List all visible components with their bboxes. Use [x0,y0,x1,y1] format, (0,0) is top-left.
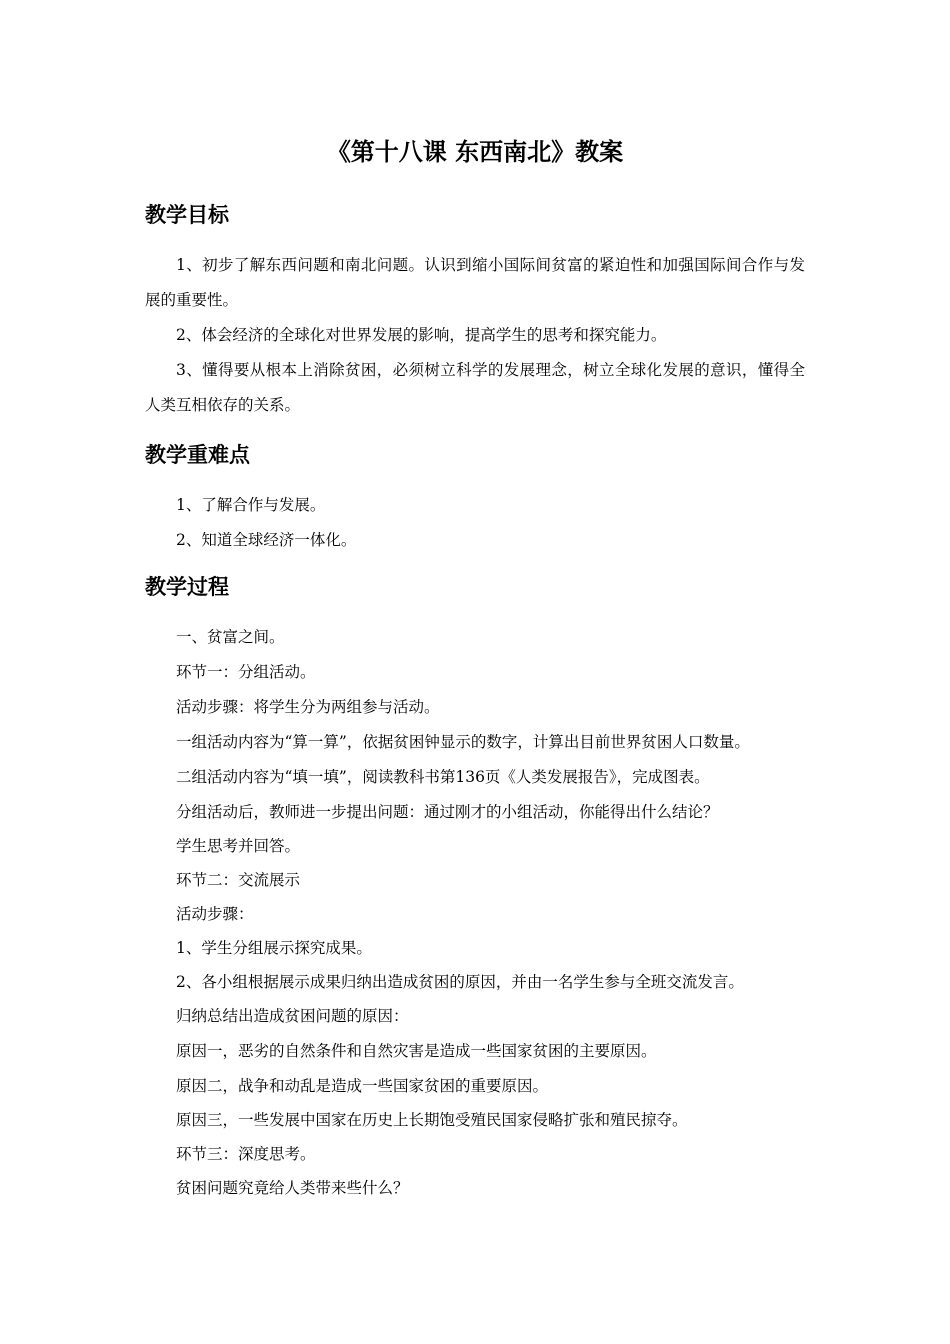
paragraph: 3、懂得要从根本上消除贫困，必须树立科学的发展理念，树立全球化发展的意识，懂得全人类互相依存的关系。 [145,361,805,414]
paragraph: 归纳总结出造成贫困问题的原因： [176,1007,409,1025]
paragraph: 原因二，战争和动乱是造成一些国家贫困的重要原因。 [176,1077,549,1095]
paragraph: 1、学生分组展示探究成果。 [176,939,372,957]
paragraph: 二组活动内容为“填一填”，阅读教科书第136页《人类发展报告》，完成图表。 [176,768,710,786]
paragraph: 环节一：分组活动。 [176,663,316,681]
paragraph: 贫困问题究竟给人类带来些什么？ [176,1179,409,1197]
paragraph: 活动步骤：将学生分为两组参与活动。 [176,698,440,716]
paragraph: 原因一，恶劣的自然条件和自然灾害是造成一些国家贫困的主要原因。 [176,1042,657,1060]
paragraph: 分组活动后，教师进一步提出问题：通过刚才的小组活动，你能得出什么结论？ [176,803,719,821]
paragraph: 1、了解合作与发展。 [176,496,326,514]
paragraph: 2、知道全球经济一体化。 [176,531,357,549]
paragraph: 一组活动内容为“算一算”，依据贫困钟显示的数字，计算出目前世界贫困人口数量。 [176,733,750,751]
section-heading-key-points: 教学重难点 [145,443,250,467]
paragraph: 原因三，一些发展中国家在历史上长期饱受殖民国家侵略扩张和殖民掠夺。 [176,1111,688,1129]
paragraph: 一、贫富之间。 [176,628,285,646]
paragraph: 1、初步了解东西问题和南北问题。认识到缩小国际间贫富的紧迫性和加强国际间合作与发展的重要性。 [145,256,805,309]
paragraph: 环节二：交流展示 [176,871,301,889]
paragraph: 活动步骤： [176,905,254,923]
paragraph: 环节三：深度思考。 [176,1145,316,1163]
paragraph: 学生思考并回答。 [176,837,301,855]
paragraph: 2、体会经济的全球化对世界发展的影响，提高学生的思考和探究能力。 [176,326,667,344]
section-heading-objectives: 教学目标 [145,203,229,227]
document-title: 《第十八课 东西南北》教案 [326,138,624,166]
paragraph: 2、各小组根据展示成果归纳出造成贫困的原因，并由一名学生参与全班交流发言。 [176,973,744,991]
section-heading-process: 教学过程 [145,575,229,599]
